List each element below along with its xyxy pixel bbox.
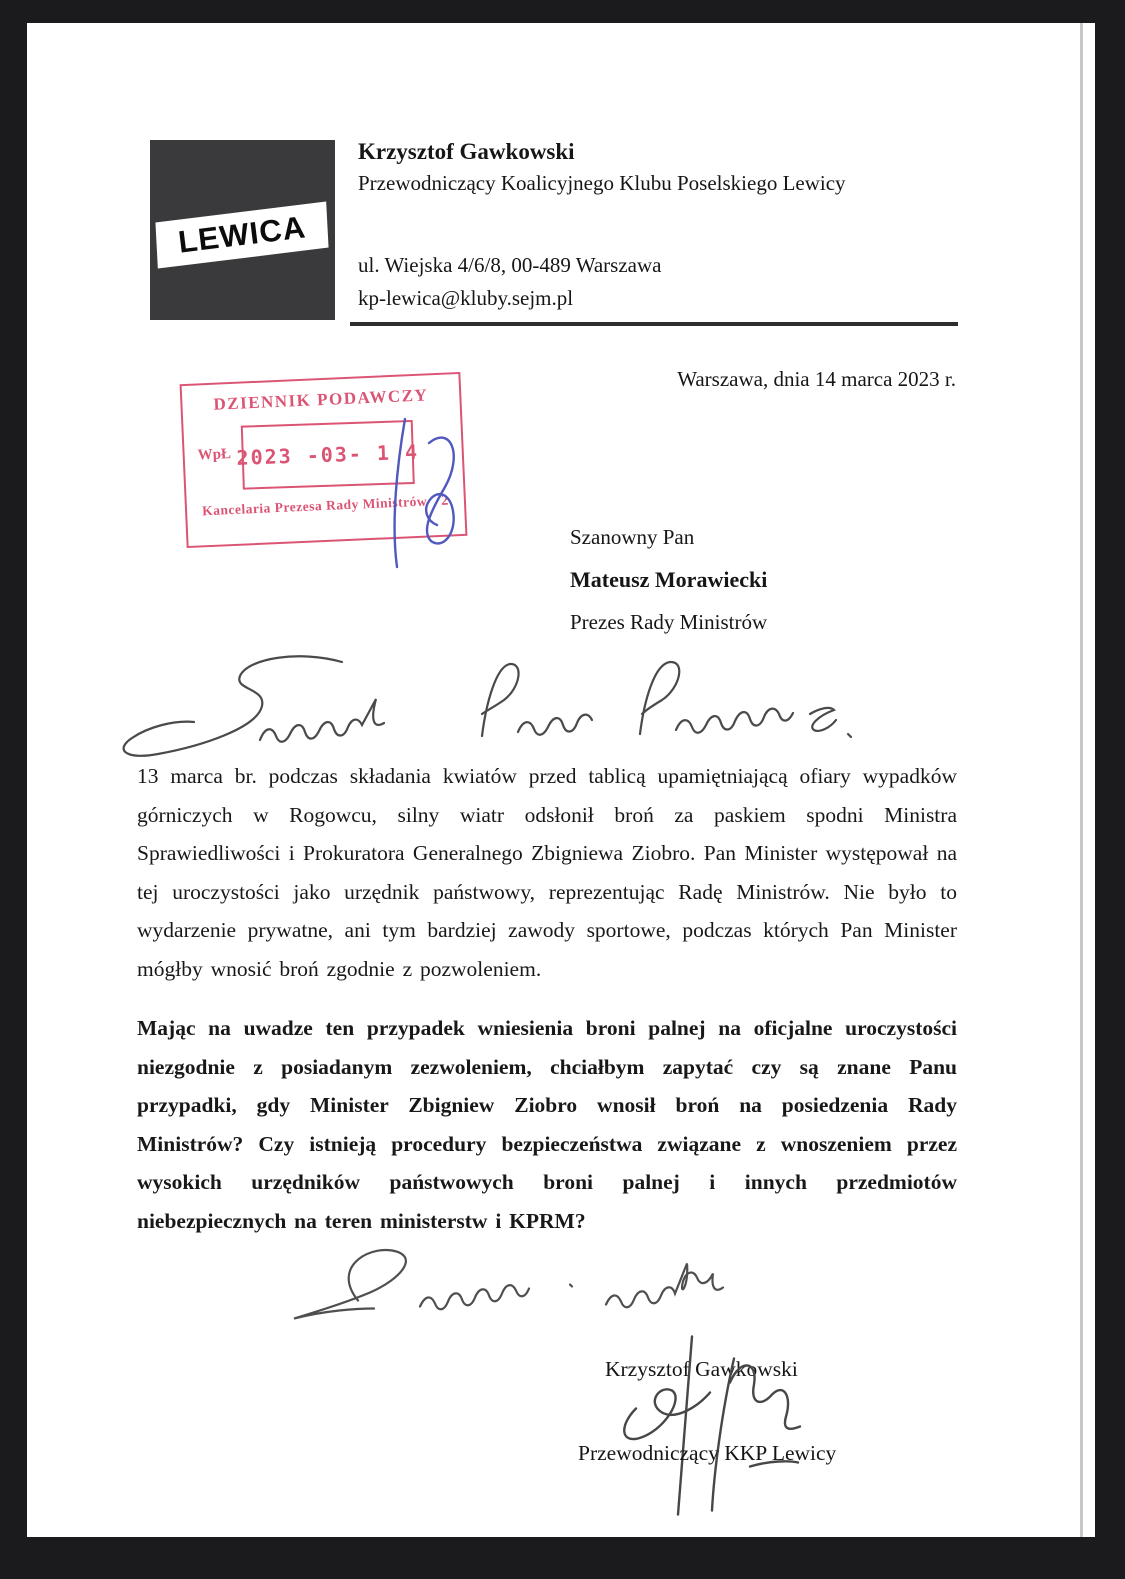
sender-name: Krzysztof Gawkowski [358, 139, 575, 164]
handwritten-signature [600, 1331, 800, 1519]
stamp-title: DZIENNIK PODAWCZY [213, 385, 429, 414]
date-line: Warszawa, dnia 14 marca 2023 r. [677, 367, 956, 391]
handwritten-closing [270, 1241, 790, 1339]
body-paragraph-2: Mając na uwadze ten przypadek wniesienia broni palnej na oficjalne uroczystości niezgodnie z posiadanym zezwoleniem, chciałbym zapytać czy są znane Panu przypadki, gdy Minister Zbigniew Ziobro wnosił broń na posiedzenia Rady Ministrów? Czy istnieją procedury bezpieczeństwa związane z wnoszeniem przez wysokich urzędników państwowych broni palnej i innych przedmiotów niebezpiecznych na teren ministerstw i KPRM? [137, 1016, 957, 1233]
stamp-received-label: WpŁ [197, 446, 232, 464]
lewica-logo [150, 140, 335, 320]
recipient-salutation: Szanowny Pan [570, 525, 695, 549]
stamp-copy-number: 2 [440, 492, 450, 509]
recipient-title: Prezes Rady Ministrów [570, 610, 768, 634]
lewica-logo-text: LEWICA [176, 209, 308, 260]
signer-printed-title: Przewodniczący KKP Lewicy [578, 1441, 837, 1465]
lewica-logo-band [155, 201, 328, 268]
handwritten-salutation [110, 652, 855, 760]
sender-email: kp-lewica@kluby.sejm.pl [358, 286, 574, 310]
body-paragraph-1: 13 marca br. podczas składania kwiatów przed tablicą upamiętniającą ofiary wypadków górniczych w Rogowcu, silny wiatr odsłonił broń za paskiem spodni Ministra Sprawiedliwości i Prokuratora Generalnego Zbigniewa Ziobro. Pan Minister występował na tej uroczystości jako urzędnik państwowy, reprezentując Radę Ministrów. Nie było to wydarzenie prywatne, ani tym bardziej zawody sportowe, podczas których Pan Minister mógłby wnosić broń zgodnie z pozwoleniem. [137, 764, 957, 981]
scan-edge-shadow [1080, 23, 1083, 1537]
blue-ink-paraphe-icon [365, 415, 475, 570]
stamp-date-value: 2023 -03- 1 4 [236, 439, 420, 470]
sender-address: ul. Wiejska 4/6/8, 00-489 Warszawa [358, 253, 662, 277]
stamp-office: Kancelaria Prezesa Rady Ministrów [201, 493, 428, 519]
letter-page [27, 23, 1095, 1537]
recipient-block [570, 525, 767, 652]
recipient-name: Mateusz Morawiecki [570, 567, 768, 592]
signer-printed-name: Krzysztof Gawkowski [605, 1357, 798, 1381]
sender-role: Przewodniczący Koalicyjnego Klubu Poselskiego Lewicy [358, 171, 846, 195]
header-divider [350, 322, 958, 326]
